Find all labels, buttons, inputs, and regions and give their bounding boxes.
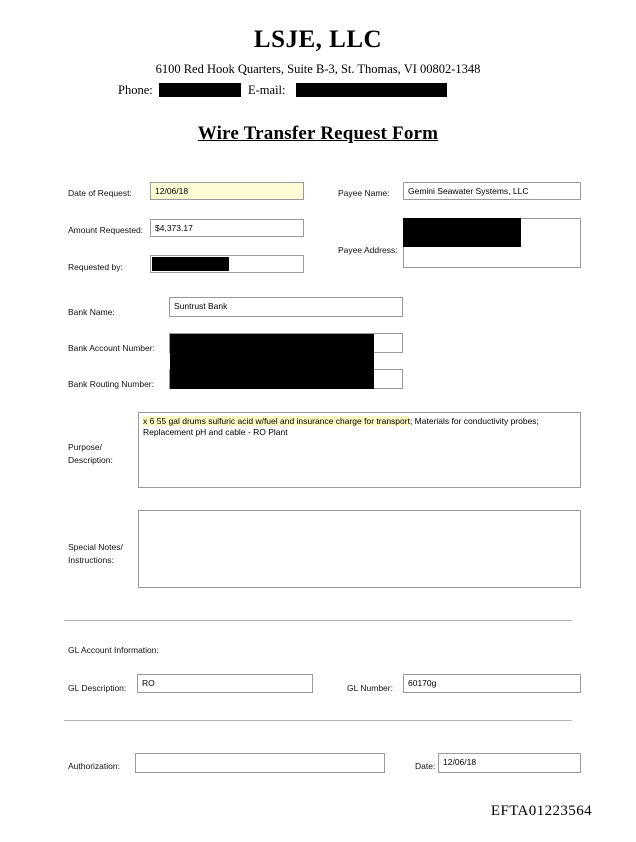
divider-bottom (64, 720, 572, 721)
divider-top (64, 620, 572, 621)
bates-number: EFTA01223564 (490, 803, 592, 819)
purpose-rest-text: ; Materials for conductivity probes; (409, 416, 539, 426)
gl-number-label: GL Number: (347, 683, 393, 693)
authorization-input[interactable] (135, 753, 385, 773)
bank-routing-number-label: Bank Routing Number: (68, 379, 154, 389)
bank-account-number-label: Bank Account Number: (68, 343, 155, 353)
special-notes-input[interactable] (138, 510, 581, 588)
date-input[interactable]: 12/06/18 (438, 753, 581, 773)
bank-name-input[interactable]: Suntrust Bank (169, 297, 403, 317)
purpose-description-input[interactable] (138, 412, 581, 488)
gl-description-label: GL Description: (68, 683, 127, 693)
gl-number-input[interactable]: 60170g (403, 674, 581, 693)
gl-description-input[interactable]: RO (137, 674, 313, 693)
payee-name-label: Payee Name: (338, 188, 390, 198)
phone-label: Phone: (118, 83, 153, 97)
amount-requested-label: Amount Requested: (68, 225, 144, 235)
document-page (0, 26, 636, 842)
special-notes-label-line2: Instructions: (68, 555, 114, 565)
form-title: Wire Transfer Request Form (197, 123, 439, 144)
purpose-line2-text: Replacement pH and cable - RO Plant (143, 427, 288, 437)
bank-numbers-redaction (170, 334, 374, 389)
company-name: LSJE, LLC (253, 26, 383, 53)
payee-name-input[interactable]: Gemini Seawater Systems, LLC (403, 182, 581, 200)
requested-by-redaction (152, 257, 229, 271)
special-notes-label-line1: Special Notes/ (68, 542, 123, 552)
contact-line (118, 83, 518, 99)
purpose-highlight-text: x 6 55 gal drums sulfuric acid w/fuel and insurance charge for transport (143, 416, 410, 426)
company-address: 6100 Red Hook Quarters, Suite B-3, St. Thomas, VI 00802-1348 (155, 62, 481, 76)
email-redaction (296, 83, 447, 97)
date-of-request-label: Date of Request: (68, 188, 132, 198)
date-label: Date: (415, 761, 436, 771)
purpose-label-line1: Purpose/ (68, 442, 103, 452)
phone-redaction (159, 83, 241, 97)
date-of-request-input[interactable]: 12/06/18 (150, 182, 304, 200)
bank-name-label: Bank Name: (68, 307, 115, 317)
gl-account-information-label: GL Account Information: (68, 645, 159, 655)
requested-by-label: Requested by: (68, 262, 123, 272)
purpose-label-line2: Description: (68, 455, 113, 465)
authorization-label: Authorization: (68, 761, 120, 771)
amount-requested-input[interactable]: $4,373.17 (150, 219, 304, 237)
email-label: E-mail: (248, 83, 286, 97)
payee-address-label: Payee Address: (338, 245, 398, 255)
payee-address-redaction (403, 218, 521, 247)
